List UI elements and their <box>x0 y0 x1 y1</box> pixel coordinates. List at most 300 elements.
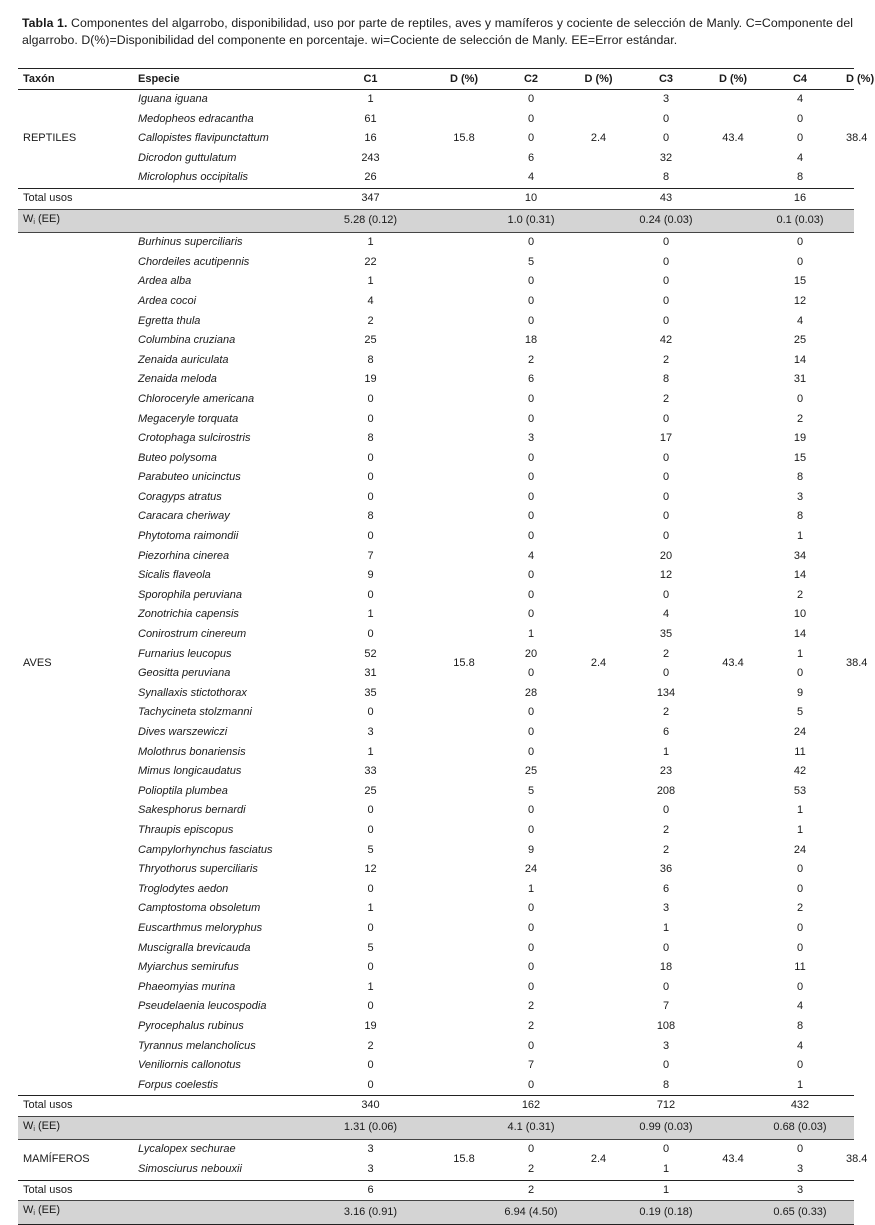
use-count-c1: 0 <box>367 588 374 601</box>
use-count-c4: 42 <box>793 765 807 778</box>
use-count-c2: 0 <box>527 941 535 954</box>
header-d4: D (%) <box>846 69 854 90</box>
species-name: Troglodytes aedon <box>138 882 229 895</box>
species-name: Simosciurus nebouxii <box>138 1163 242 1176</box>
empty-cell <box>712 1180 754 1201</box>
use-count-c3: 0 <box>662 980 670 993</box>
use-count-c4: 0 <box>796 1059 804 1072</box>
use-count-c4: 0 <box>796 236 804 249</box>
use-count-c1: 1 <box>367 236 374 249</box>
w-subscript: i <box>33 218 35 226</box>
use-count-c4: 53 <box>793 784 807 797</box>
empty-cell <box>577 1096 620 1117</box>
availability-d3: 43.4 <box>722 132 744 145</box>
species-name: Euscarthmus meloryphus <box>138 921 263 934</box>
use-count-c4: 0 <box>796 132 804 145</box>
use-count-c2: 0 <box>527 726 535 738</box>
use-count-c4: 0 <box>796 1143 804 1156</box>
species-name: Burhinus superciliaris <box>138 236 243 249</box>
use-count-c2: 0 <box>527 745 535 758</box>
use-count-c2: 0 <box>527 93 535 105</box>
species-name: Dives warszewiczi <box>138 726 228 738</box>
availability-d3: 43.4 <box>722 657 744 670</box>
use-count-c2: 2 <box>527 1000 535 1013</box>
use-count-c1: 2 <box>367 1039 374 1052</box>
species-name: Lycalopex sechurae <box>138 1143 236 1156</box>
selection-index-c2: 4.1 (0.31) <box>485 1116 577 1140</box>
total-c4: 3 <box>754 1180 846 1201</box>
species-name: Camptostoma obsoletum <box>138 902 261 915</box>
use-count-c3: 2 <box>662 392 670 405</box>
species-name: Muscigralla brevicauda <box>138 941 251 954</box>
empty-cell <box>846 1201 854 1225</box>
selection-index-c1: 5.28 (0.12) <box>298 209 443 233</box>
use-count-c2: 2 <box>527 1163 535 1176</box>
use-count-c1: 8 <box>367 510 374 523</box>
use-count-c4: 14 <box>793 353 807 366</box>
use-count-c2: 0 <box>527 804 535 817</box>
species-name: Pyrocephalus rubinus <box>138 1019 244 1032</box>
empty-cell <box>846 1096 854 1117</box>
use-count-c4: 1 <box>796 804 804 817</box>
data-table <box>18 68 875 1225</box>
species-name: Megaceryle torquata <box>138 412 239 425</box>
use-count-c1: 0 <box>367 412 374 425</box>
total-label: Total usos <box>18 1096 128 1117</box>
use-count-c2: 0 <box>527 667 535 680</box>
use-count-c4: 8 <box>796 171 804 184</box>
use-count-c1: 3 <box>367 1143 374 1156</box>
use-count-c2: 0 <box>527 823 535 836</box>
availability-d2: 2.4 <box>590 132 607 145</box>
use-count-c2: 2 <box>527 1019 535 1032</box>
use-count-c2: 0 <box>527 451 535 464</box>
use-count-c4: 11 <box>794 961 806 974</box>
empty-cell <box>128 1096 298 1117</box>
use-count-c1: 19 <box>364 373 377 386</box>
use-count-c1: 33 <box>364 765 377 778</box>
use-count-c4: 0 <box>796 667 804 680</box>
total-c3: 43 <box>620 188 712 209</box>
use-count-c1: 243 <box>361 151 380 164</box>
use-count-c4: 5 <box>796 706 804 719</box>
use-count-c2: 24 <box>524 863 538 876</box>
use-count-c1: 5 <box>367 843 374 856</box>
w-suffix: (EE) <box>34 1119 61 1132</box>
use-count-c2: 0 <box>527 275 535 288</box>
use-count-c1: 5 <box>367 941 374 954</box>
empty-cell <box>846 209 854 233</box>
selection-index-c2: 6.94 (4.50) <box>485 1201 577 1225</box>
use-count-c3: 3 <box>662 902 670 915</box>
use-count-c2: 0 <box>527 1039 535 1052</box>
use-count-c2: 0 <box>527 569 535 582</box>
empty-cell <box>443 209 485 233</box>
use-count-c1: 8 <box>367 432 374 445</box>
w-letter: W <box>23 1119 34 1132</box>
header-c3: C3 <box>620 69 712 90</box>
use-count-c2: 0 <box>527 112 535 125</box>
taxon-label: MAMÍFEROS <box>23 1153 90 1166</box>
use-count-c3: 2 <box>662 706 670 719</box>
use-count-c2: 0 <box>527 1078 535 1091</box>
use-count-c4: 34 <box>793 549 807 562</box>
species-name: Conirostrum cinereum <box>138 628 247 641</box>
use-count-c2: 28 <box>524 686 538 699</box>
availability-d2: 2.4 <box>590 657 607 670</box>
use-count-c3: 3 <box>662 93 670 105</box>
use-count-c4: 24 <box>793 726 807 738</box>
table-row <box>18 90 854 110</box>
use-count-c3: 3 <box>662 1039 670 1052</box>
use-count-c1: 16 <box>364 132 377 145</box>
w-suffix: (EE) <box>34 212 61 225</box>
empty-cell <box>846 1116 854 1140</box>
species-name: Chloroceryle americana <box>138 392 255 405</box>
table-caption <box>22 15 853 49</box>
use-count-c3: 8 <box>662 1078 670 1091</box>
empty-cell <box>846 188 854 209</box>
use-count-c2: 0 <box>527 132 535 145</box>
species-name: Crotophaga sulcirostris <box>138 432 251 445</box>
species-name: Iguana iguana <box>138 93 208 105</box>
availability-d4: 38.4 <box>846 1153 868 1166</box>
empty-cell <box>128 1116 298 1140</box>
use-count-c4: 0 <box>796 941 804 954</box>
w-letter: W <box>23 212 34 225</box>
use-count-c3: 18 <box>659 961 673 974</box>
empty-cell <box>443 1116 485 1140</box>
use-count-c3: 0 <box>662 471 670 484</box>
use-count-c2: 9 <box>527 843 535 856</box>
use-count-c1: 1 <box>367 93 374 105</box>
use-count-c1: 22 <box>364 255 377 268</box>
use-count-c1: 0 <box>367 392 374 405</box>
use-count-c1: 3 <box>367 726 374 738</box>
use-count-c4: 14 <box>793 569 807 582</box>
species-name: Phaeomyias murina <box>138 980 236 993</box>
use-count-c4: 19 <box>793 432 807 445</box>
species-name: Microlophus occipitalis <box>138 171 249 184</box>
empty-cell <box>846 1180 854 1201</box>
selection-index-label <box>18 1201 128 1225</box>
total-c4: 16 <box>754 188 846 209</box>
caption-text: Componentes del algarrobo, disponibilidad, uso por parte de reptiles, aves y mamíferos y cociente de selección de Manly. C=Componente del algarrobo. D(%)=Disponibilidad del componente en porcentaje. wi=Cociente de selección de Manly. EE=Error estándar. <box>22 16 853 47</box>
use-count-c3: 0 <box>662 112 670 125</box>
use-count-c1: 19 <box>364 1019 377 1032</box>
use-count-c4: 8 <box>796 510 804 523</box>
use-count-c4: 0 <box>796 882 804 895</box>
empty-cell <box>712 1116 754 1140</box>
use-count-c1: 26 <box>364 171 377 184</box>
use-count-c1: 31 <box>364 667 377 680</box>
empty-cell <box>443 188 485 209</box>
header-c4: C4 <box>754 69 846 90</box>
use-count-c4: 9 <box>796 686 804 699</box>
total-c3: 712 <box>620 1096 712 1117</box>
w-letter: W <box>23 1204 34 1217</box>
use-count-c2: 0 <box>527 294 535 307</box>
empty-cell <box>443 1201 485 1225</box>
use-count-c2: 4 <box>527 171 535 184</box>
use-count-c2: 0 <box>527 961 535 974</box>
use-count-c3: 0 <box>662 314 670 327</box>
species-name: Geositta peruviana <box>138 667 231 680</box>
use-count-c2: 0 <box>527 412 535 425</box>
availability-d2: 2.4 <box>590 1153 607 1166</box>
use-count-c2: 5 <box>527 784 535 797</box>
empty-cell <box>577 209 620 233</box>
use-count-c2: 0 <box>527 921 535 934</box>
use-count-c2: 0 <box>527 980 535 993</box>
use-count-c3: 2 <box>662 823 670 836</box>
selection-index-c1: 3.16 (0.91) <box>298 1201 443 1225</box>
selection-index-c4: 0.1 (0.03) <box>754 209 846 233</box>
use-count-c1: 1 <box>367 902 374 915</box>
use-count-c4: 11 <box>794 745 806 758</box>
species-name: Coragyps atratus <box>138 490 222 503</box>
total-row <box>18 188 854 209</box>
species-name: Veniliornis callonotus <box>138 1059 241 1072</box>
use-count-c2: 4 <box>527 549 535 562</box>
species-name: Phytotoma raimondii <box>138 530 239 543</box>
use-count-c4: 2 <box>796 902 804 915</box>
total-c3: 1 <box>620 1180 712 1201</box>
header-species: Especie <box>128 69 298 90</box>
use-count-c4: 8 <box>796 1019 804 1032</box>
species-name: Furnarius leucopus <box>138 647 232 660</box>
use-count-c3: 20 <box>659 549 673 562</box>
use-count-c3: 7 <box>662 1000 670 1013</box>
total-c2: 2 <box>485 1180 577 1201</box>
taxon-label: AVES <box>23 657 52 670</box>
use-count-c2: 7 <box>527 1059 535 1072</box>
empty-cell <box>577 1180 620 1201</box>
use-count-c3: 0 <box>662 1059 670 1072</box>
w-subscript: i <box>33 1125 35 1133</box>
use-count-c2: 0 <box>527 706 535 719</box>
use-count-c1: 0 <box>367 530 374 543</box>
selection-index-label <box>18 209 128 233</box>
header-d1: D (%) <box>443 69 485 90</box>
species-name: Egretta thula <box>138 314 201 327</box>
selection-index-c1: 1.31 (0.06) <box>298 1116 443 1140</box>
use-count-c1: 9 <box>367 569 374 582</box>
use-count-c1: 0 <box>367 961 374 974</box>
species-name: Piezorhina cinerea <box>138 549 230 562</box>
species-name: Zenaida auriculata <box>138 353 229 366</box>
use-count-c3: 8 <box>662 171 670 184</box>
table-body <box>18 90 868 1225</box>
use-count-c4: 0 <box>796 863 804 876</box>
use-count-c3: 0 <box>662 490 670 503</box>
selection-index-c3: 0.19 (0.18) <box>620 1201 712 1225</box>
use-count-c4: 4 <box>796 314 804 327</box>
use-count-c3: 0 <box>662 804 670 817</box>
selection-index-c4: 0.68 (0.03) <box>754 1116 846 1140</box>
species-name: Zonotrichia capensis <box>138 608 239 621</box>
use-count-c3: 0 <box>662 132 670 145</box>
use-count-c2: 0 <box>527 588 535 601</box>
use-count-c1: 52 <box>364 647 377 660</box>
use-count-c2: 0 <box>527 530 535 543</box>
use-count-c3: 1 <box>662 1163 670 1176</box>
table-row <box>18 233 854 253</box>
header-d2: D (%) <box>577 69 620 90</box>
header-d3: D (%) <box>712 69 754 90</box>
selection-index-c3: 0.99 (0.03) <box>620 1116 712 1140</box>
use-count-c1: 0 <box>367 628 374 641</box>
use-count-c1: 4 <box>367 294 374 307</box>
use-count-c4: 0 <box>796 255 804 268</box>
use-count-c3: 1 <box>662 921 670 934</box>
use-count-c3: 0 <box>662 667 670 680</box>
species-name: Columbina cruziana <box>138 334 236 347</box>
use-count-c4: 4 <box>796 1000 804 1013</box>
selection-index-c4: 0.65 (0.33) <box>754 1201 846 1225</box>
empty-cell <box>128 188 298 209</box>
use-count-c1: 12 <box>364 863 377 876</box>
use-count-c3: 36 <box>659 863 673 876</box>
use-count-c2: 18 <box>524 334 538 347</box>
header-taxon: Taxón <box>18 69 128 90</box>
use-count-c3: 2 <box>662 353 670 366</box>
total-c4: 432 <box>754 1096 846 1117</box>
use-count-c4: 14 <box>793 628 807 641</box>
selection-index-c2: 1.0 (0.31) <box>485 209 577 233</box>
use-count-c1: 0 <box>367 1059 374 1072</box>
use-count-c2: 0 <box>527 1143 535 1156</box>
use-count-c2: 1 <box>527 628 535 641</box>
use-count-c3: 0 <box>662 941 670 954</box>
use-count-c3: 1 <box>662 745 670 758</box>
use-count-c3: 42 <box>659 334 673 347</box>
species-name: Pseudelaenia leucospodia <box>138 1000 267 1013</box>
use-count-c4: 24 <box>793 843 807 856</box>
empty-cell <box>443 1096 485 1117</box>
species-name: Parabuteo unicinctus <box>138 471 241 484</box>
use-count-c4: 4 <box>796 1039 804 1052</box>
use-count-c1: 0 <box>367 1078 374 1091</box>
use-count-c3: 2 <box>662 647 670 660</box>
use-count-c1: 3 <box>367 1163 374 1176</box>
use-count-c4: 8 <box>796 471 804 484</box>
use-count-c4: 3 <box>796 490 804 503</box>
use-count-c3: 2 <box>662 843 670 856</box>
use-count-c2: 0 <box>527 608 535 621</box>
use-count-c3: 12 <box>659 569 673 582</box>
use-count-c2: 0 <box>527 490 535 503</box>
use-count-c3: 17 <box>659 432 673 445</box>
selection-index-c3: 0.24 (0.03) <box>620 209 712 233</box>
use-count-c3: 23 <box>659 765 673 778</box>
use-count-c2: 0 <box>527 902 535 915</box>
use-count-c1: 8 <box>367 353 374 366</box>
species-name: Callopistes flavipunctattum <box>138 132 269 145</box>
use-count-c2: 0 <box>527 314 535 327</box>
species-name: Polioptila plumbea <box>138 784 228 797</box>
species-name: Thryothorus superciliaris <box>138 863 258 876</box>
species-name: Mimus longicaudatus <box>138 765 242 778</box>
header-c1: C1 <box>298 69 443 90</box>
use-count-c3: 4 <box>662 608 670 621</box>
table-row <box>18 1140 854 1160</box>
use-count-c2: 6 <box>527 151 535 164</box>
use-count-c2: 0 <box>527 236 535 249</box>
use-count-c3: 0 <box>662 530 670 543</box>
use-count-c1: 35 <box>364 686 377 699</box>
species-name: Sakesphorus bernardi <box>138 804 246 817</box>
availability-d3: 43.4 <box>722 1153 744 1166</box>
total-label: Total usos <box>18 188 128 209</box>
use-count-c4: 1 <box>796 530 804 543</box>
use-count-c4: 2 <box>796 412 804 425</box>
use-count-c1: 0 <box>367 804 374 817</box>
total-row <box>18 1096 854 1117</box>
species-name: Tyrannus melancholicus <box>138 1039 256 1052</box>
empty-cell <box>577 1201 620 1225</box>
use-count-c4: 1 <box>796 1078 804 1091</box>
empty-cell <box>577 1116 620 1140</box>
species-name: Medopheos edracantha <box>138 112 254 125</box>
use-count-c2: 6 <box>527 373 535 386</box>
species-name: Zenaida meloda <box>138 373 217 386</box>
use-count-c1: 25 <box>364 334 377 347</box>
use-count-c4: 15 <box>793 275 807 288</box>
species-name: Sicalis flaveola <box>138 569 211 582</box>
use-count-c1: 0 <box>367 471 374 484</box>
species-name: Tachycineta stolzmanni <box>138 706 252 719</box>
total-c1: 340 <box>298 1096 443 1117</box>
use-count-c2: 2 <box>527 353 535 366</box>
empty-cell <box>128 209 298 233</box>
w-suffix: (EE) <box>34 1204 61 1217</box>
use-count-c3: 0 <box>662 255 670 268</box>
use-count-c4: 12 <box>793 294 807 307</box>
species-name: Caracara cheriway <box>138 510 230 523</box>
use-count-c1: 0 <box>367 1000 374 1013</box>
use-count-c3: 0 <box>662 294 670 307</box>
use-count-c3: 0 <box>662 1143 670 1156</box>
use-count-c1: 1 <box>367 980 374 993</box>
use-count-c2: 0 <box>527 392 535 405</box>
header-c2: C2 <box>485 69 577 90</box>
use-count-c1: 0 <box>367 921 374 934</box>
species-name: Synallaxis stictothorax <box>138 686 247 699</box>
use-count-c2: 25 <box>524 765 538 778</box>
use-count-c3: 0 <box>662 510 670 523</box>
use-count-c3: 6 <box>662 726 670 738</box>
w-subscript: i <box>33 1210 35 1218</box>
species-name: Dicrodon guttulatum <box>138 151 237 164</box>
use-count-c3: 35 <box>659 628 673 641</box>
empty-cell <box>128 1201 298 1225</box>
total-c1: 347 <box>298 188 443 209</box>
total-label: Total usos <box>18 1180 128 1201</box>
empty-cell <box>443 1180 485 1201</box>
availability-d4: 38.4 <box>846 657 868 670</box>
use-count-c1: 0 <box>367 823 374 836</box>
use-count-c4: 0 <box>796 921 804 934</box>
use-count-c4: 4 <box>796 93 804 105</box>
species-name: Campylorhynchus fasciatus <box>138 843 273 856</box>
use-count-c1: 2 <box>367 314 374 327</box>
species-name: Chordeiles acutipennis <box>138 255 250 268</box>
use-count-c4: 0 <box>796 112 804 125</box>
use-count-c4: 0 <box>796 980 804 993</box>
use-count-c3: 0 <box>662 451 670 464</box>
empty-cell <box>712 209 754 233</box>
